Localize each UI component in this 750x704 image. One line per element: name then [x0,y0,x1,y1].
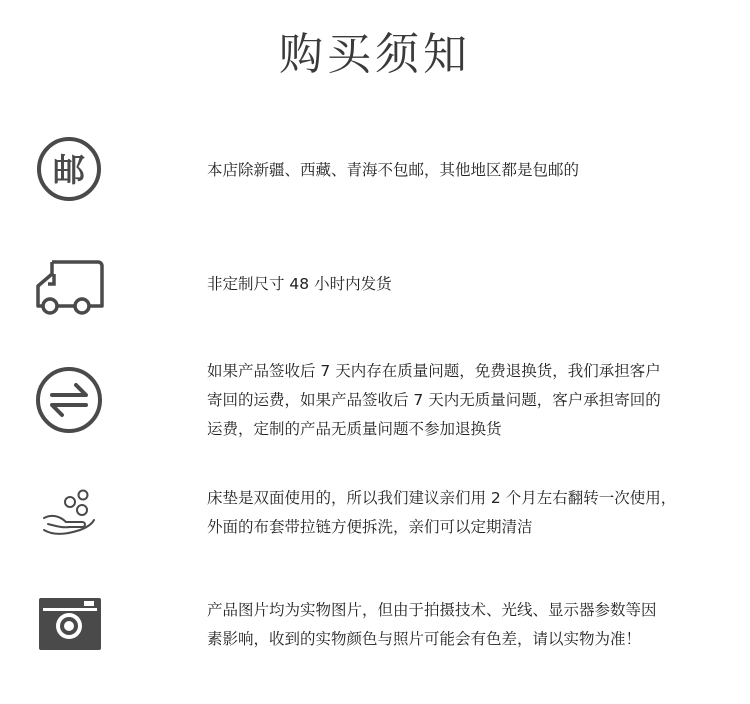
camera-icon [28,588,110,670]
notice-line: 非定制尺寸 48 小时内发货 [207,275,392,293]
notice-line: 本店除新疆、西藏、青海不包邮，其他地区都是包邮的 [207,161,580,179]
page-title: 购买须知 [279,29,471,80]
notice-text [207,156,722,185]
notice-text [207,357,722,444]
exchange-arrows-icon [28,359,110,441]
notice-text [207,270,722,299]
delivery-truck-icon [28,244,110,326]
notice-line: 床垫是双面使用的，所以我们建议亲们用 2 个月左右翻转一次使用， [207,489,677,507]
notice-line: 产品图片均为实物图片，但由于拍摄技术、光线、显示器参数等因 [207,601,657,619]
notice-text [207,484,722,542]
mail-stamp-icon [28,128,110,210]
notice-line: 寄回的运费，如果产品签收后 7 天内无质量问题，客户承担寄回的 [207,391,661,409]
notice-line: 运费，定制的产品无质量问题不参加退换货 [207,420,502,438]
notice-line: 外面的布套带拉链方便拆洗，亲们可以定期清洁 [207,518,533,536]
hand-bubbles-icon [28,480,110,562]
notice-line: 素影响，收到的实物颜色与照片可能会有色差，请以实物为准！ [207,630,642,648]
mail-stamp-badge: 邮 [52,151,86,189]
notice-line: 如果产品签收后 7 天内存在质量问题，免费退换货，我们承担客户 [207,362,661,380]
notice-text [207,596,722,654]
